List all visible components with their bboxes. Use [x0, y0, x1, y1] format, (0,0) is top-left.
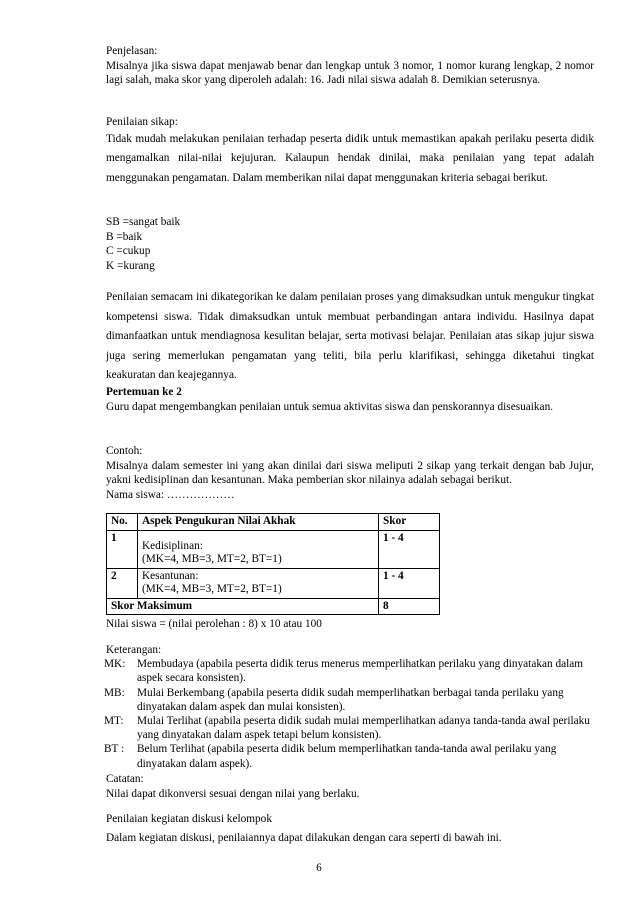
keterangan-item: [104, 714, 596, 742]
table-footer-row: [107, 598, 440, 615]
penjelasan-heading: Penjelasan:: [106, 45, 158, 57]
penilaian-proses-section: [106, 288, 594, 386]
keterangan-text: Membudaya (apabila peserta didik terus menerus memperlihatkan perilaku yang dinyatakan dalam aspek secara konsisten).: [137, 658, 584, 685]
table-row: [107, 568, 440, 598]
keterangan-item: [104, 657, 596, 685]
keterangan-key: BT :: [104, 743, 125, 756]
keterangan-item: [104, 686, 596, 714]
table-header-row: [107, 514, 440, 531]
keterangan-key: MK:: [104, 658, 126, 671]
contoh-body: Misalnya dalam semester ini yang akan dinilai dari siswa meliputi 2 sikap yang terkait dengan bab Jujur, yakni kedisiplinan dan kesantunan. Maka pemberian skor nilainya adalah sebagai berikut.: [106, 459, 594, 486]
nilai-formula-text: Nilai siswa = (nilai perolehan : 8) x 10 atau 100: [106, 618, 322, 630]
score-table: [106, 513, 440, 615]
nilai-formula: [106, 617, 594, 632]
diskusi-section: [106, 812, 594, 845]
aspek-detail: (MK=4, MB=3, MT=2, BT=1): [142, 583, 282, 595]
catatan-section: [106, 772, 594, 801]
keterangan-section: [106, 643, 596, 771]
header-no: No.: [107, 514, 138, 531]
catatan-body: Nilai dapat dikonversi sesuai dengan nilai yang berlaku.: [106, 787, 360, 800]
keterangan-heading: Keterangan:: [106, 644, 162, 656]
penjelasan-body: Misalnya jika siswa dapat menjawab benar dan lengkap untuk 3 nomor, 1 nomor kurang lengkap, 2 nomor lagi salah, maka skor yang diperoleh adalah: 16. Jadi nilai siswa adalah 8. Demikian seterusnya.: [106, 59, 594, 86]
kriteria-item: SB =sangat baik: [106, 216, 181, 228]
diskusi-body: Dalam kegiatan diskusi, penilaiannya dapat dilakukan dengan cara seperti di bawah ini.: [106, 831, 502, 844]
diskusi-heading: Penilaian kegiatan diskusi kelompok: [106, 813, 272, 825]
kriteria-list: [106, 215, 594, 273]
row-aspek: [138, 530, 379, 568]
footer-label: Skor Maksimum: [107, 598, 379, 615]
pertemuan-heading: Pertemuan ke 2: [106, 386, 182, 398]
kriteria-item: K =kurang: [106, 259, 155, 272]
keterangan-text: Mulai Terlihat (apabila peserta didik sudah mulai memperlihatkan adanya tanda-tanda awal perilaku yang dinyatakan dalam aspek tetapi belum konsisten).: [137, 715, 590, 742]
row-skor: 1 - 4: [379, 568, 440, 598]
nama-siswa-line: Nama siswa: ………………: [106, 488, 235, 501]
keterangan-key: MB:: [104, 686, 125, 699]
contoh-section: [106, 444, 594, 502]
row-skor: 1 - 4: [379, 530, 440, 568]
aspek-detail: (MK=4, MB=3, MT=2, BT=1): [142, 553, 282, 565]
row-no: 2: [107, 568, 138, 598]
penjelasan-section: [106, 44, 594, 88]
header-aspek: Aspek Pengukuran Nilai Akhak: [138, 514, 379, 531]
penilaian-sikap-body: Tidak mudah melakukan penilaian terhadap peserta didik untuk memastikan apakah perilaku peserta didik mengamalkan nilai-nilai kejujuran. Kalaupun hendak dinilai, maka penilaian yang tepat adalah menggunakan pengamatan. Dalam memberikan nilai dapat menggunakan kriteria sebagai berikut.: [106, 132, 594, 184]
keterangan-key: MT:: [104, 715, 124, 728]
footer-value: 8: [379, 598, 440, 615]
penilaian-proses-body: Penilaian semacam ini dikategorikan ke dalam penilaian proses yang dimaksudkan untuk mengukur tingkat kompetensi siswa. Tidak dimaksudkan untuk membuat perbandingan antara individu. Hasilnya dapat dimanfaatkan untuk mendiagnosa kesulitan belajar, serta motivasi belajar. Penilaian atas sikap jujur siswa juga sering memerlukan pengamatan yang teliti, bila perlu klarifikasi, sehingga diketahui tingkat keakuratan dan keajegannya.: [106, 291, 594, 381]
page-number: 6: [316, 862, 322, 874]
row-no: 1: [107, 530, 138, 568]
keterangan-item: [104, 742, 596, 770]
row-aspek: [138, 568, 379, 598]
keterangan-text: Belum Terlihat (apabila peserta didik belum memperlihatkan tanda-tanda awal perilaku yang dinyatakan dalam aspek).: [137, 743, 557, 770]
contoh-heading: Contoh:: [106, 445, 143, 457]
table-row: [107, 530, 440, 568]
aspek-label: Kesantunan:: [142, 569, 199, 582]
kriteria-item: B =baik: [106, 230, 143, 243]
aspek-label: Kedisiplinan:: [142, 539, 203, 552]
keterangan-text: Mulai Berkembang (apabila peserta didik sudah memperlihatkan berbagai tanda perilaku yang dinyatakan dalam aspek dan mulai konsisten).: [137, 686, 564, 713]
catatan-heading: Catatan:: [106, 773, 144, 785]
kriteria-item: C =cukup: [106, 245, 151, 257]
penilaian-sikap-heading: Penilaian sikap:: [106, 116, 178, 128]
pertemuan-section: [106, 385, 594, 414]
penilaian-sikap-section: [106, 115, 594, 188]
header-skor: Skor: [379, 514, 440, 531]
pertemuan-body: Guru dapat mengembangkan penilaian untuk semua aktivitas siswa dan penskorannya disesuaikan.: [106, 400, 554, 413]
